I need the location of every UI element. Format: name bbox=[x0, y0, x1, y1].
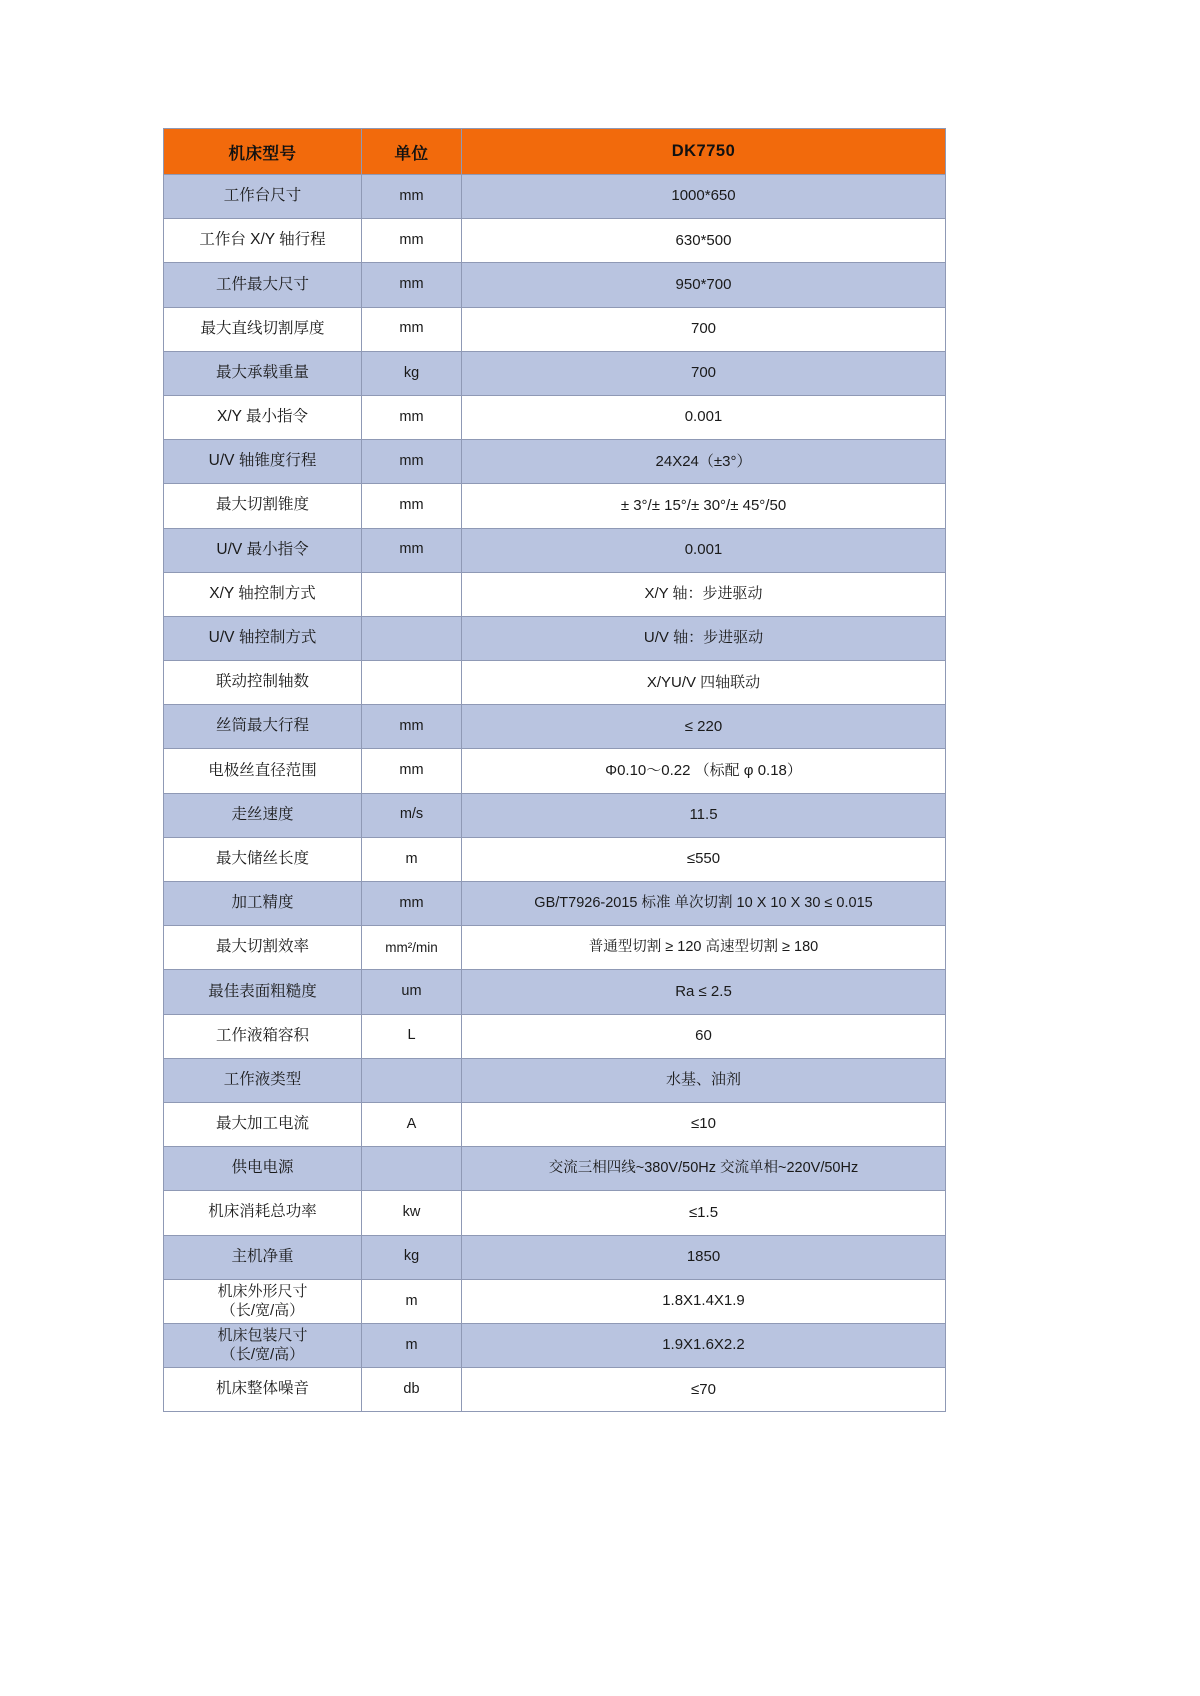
row-unit: m/s bbox=[362, 793, 462, 837]
row-label: 走丝速度 bbox=[164, 793, 362, 837]
header-cell-unit: 单位 bbox=[362, 129, 462, 175]
table-row bbox=[164, 219, 946, 263]
row-unit: mm bbox=[362, 263, 462, 307]
row-value: 24X24（±3°） bbox=[462, 440, 946, 484]
row-value: GB/T7926-2015 标准 单次切割 10 X 10 X 30 ≤ 0.015 bbox=[462, 882, 946, 926]
row-unit: um bbox=[362, 970, 462, 1014]
table-row bbox=[164, 661, 946, 705]
row-value: Ra ≤ 2.5 bbox=[462, 970, 946, 1014]
row-value: 1.8X1.4X1.9 bbox=[462, 1279, 946, 1323]
row-value: X/YU/V 四轴联动 bbox=[462, 661, 946, 705]
row-label: 电极丝直径范围 bbox=[164, 749, 362, 793]
row-value: 交流三相四线~380V/50Hz 交流单相~220V/50Hz bbox=[462, 1147, 946, 1191]
row-label: 工作液箱容积 bbox=[164, 1014, 362, 1058]
row-value: ≤10 bbox=[462, 1102, 946, 1146]
table-row bbox=[164, 1147, 946, 1191]
row-label: 机床消耗总功率 bbox=[164, 1191, 362, 1235]
row-label: 最大直线切割厚度 bbox=[164, 307, 362, 351]
row-label: U/V 最小指令 bbox=[164, 528, 362, 572]
table-row bbox=[164, 263, 946, 307]
table-row bbox=[164, 882, 946, 926]
row-label-line1: 机床外形尺寸 bbox=[217, 1283, 308, 1301]
table-row bbox=[164, 837, 946, 881]
row-label: U/V 轴控制方式 bbox=[164, 616, 362, 660]
row-value: X/Y 轴：步进驱动 bbox=[462, 572, 946, 616]
table-row bbox=[164, 175, 946, 219]
table-row bbox=[164, 793, 946, 837]
row-unit: mm²/min bbox=[362, 926, 462, 970]
row-value: ≤ 220 bbox=[462, 705, 946, 749]
table-row bbox=[164, 926, 946, 970]
header-cell-model: 机床型号 bbox=[164, 129, 362, 175]
row-value: 1.9X1.6X2.2 bbox=[462, 1323, 946, 1367]
table-row bbox=[164, 749, 946, 793]
row-value: 0.001 bbox=[462, 395, 946, 439]
row-value: U/V 轴：步进驱动 bbox=[462, 616, 946, 660]
row-unit: db bbox=[362, 1368, 462, 1412]
row-value: 630*500 bbox=[462, 219, 946, 263]
table-row bbox=[164, 616, 946, 660]
row-value: 60 bbox=[462, 1014, 946, 1058]
row-value: 1000*650 bbox=[462, 175, 946, 219]
row-value: ≤70 bbox=[462, 1368, 946, 1412]
row-unit bbox=[362, 1147, 462, 1191]
row-label bbox=[164, 1279, 362, 1323]
row-unit: mm bbox=[362, 749, 462, 793]
table-row bbox=[164, 1235, 946, 1279]
row-unit: m bbox=[362, 1323, 462, 1367]
row-label: 最大切割效率 bbox=[164, 926, 362, 970]
table-row bbox=[164, 351, 946, 395]
row-unit: kw bbox=[362, 1191, 462, 1235]
table-row bbox=[164, 705, 946, 749]
table-row bbox=[164, 1102, 946, 1146]
row-label-line1: 机床包装尺寸 bbox=[217, 1327, 308, 1345]
row-unit bbox=[362, 572, 462, 616]
row-label: 工作液类型 bbox=[164, 1058, 362, 1102]
row-label-line2: （长/宽/高） bbox=[220, 1302, 305, 1320]
row-label-line2: （长/宽/高） bbox=[220, 1346, 305, 1364]
row-label: 加工精度 bbox=[164, 882, 362, 926]
machine-spec-table bbox=[163, 128, 946, 1412]
row-label: X/Y 最小指令 bbox=[164, 395, 362, 439]
row-unit: mm bbox=[362, 528, 462, 572]
row-label: 供电电源 bbox=[164, 1147, 362, 1191]
row-unit: L bbox=[362, 1014, 462, 1058]
row-unit bbox=[362, 1058, 462, 1102]
row-label: U/V 轴锥度行程 bbox=[164, 440, 362, 484]
row-value: 1850 bbox=[462, 1235, 946, 1279]
row-value: 700 bbox=[462, 351, 946, 395]
row-label: 联动控制轴数 bbox=[164, 661, 362, 705]
table-body bbox=[164, 175, 946, 1412]
row-unit: mm bbox=[362, 882, 462, 926]
table-row bbox=[164, 970, 946, 1014]
header-cell-value: DK7750 bbox=[462, 129, 946, 175]
row-value: 普通型切割 ≥ 120 高速型切割 ≥ 180 bbox=[462, 926, 946, 970]
row-label: 最大切割锥度 bbox=[164, 484, 362, 528]
row-unit: mm bbox=[362, 440, 462, 484]
row-label: 最佳表面粗糙度 bbox=[164, 970, 362, 1014]
row-unit: mm bbox=[362, 395, 462, 439]
table-row bbox=[164, 307, 946, 351]
row-label: X/Y 轴控制方式 bbox=[164, 572, 362, 616]
row-value: 700 bbox=[462, 307, 946, 351]
table-row bbox=[164, 484, 946, 528]
spec-table-container bbox=[163, 128, 945, 1412]
row-label: 机床整体噪音 bbox=[164, 1368, 362, 1412]
row-value: 水基、油剂 bbox=[462, 1058, 946, 1102]
row-value: ≤1.5 bbox=[462, 1191, 946, 1235]
row-unit: A bbox=[362, 1102, 462, 1146]
row-value: ≤550 bbox=[462, 837, 946, 881]
row-label: 最大加工电流 bbox=[164, 1102, 362, 1146]
row-value: 11.5 bbox=[462, 793, 946, 837]
row-label: 主机净重 bbox=[164, 1235, 362, 1279]
row-label: 工件最大尺寸 bbox=[164, 263, 362, 307]
row-value: 950*700 bbox=[462, 263, 946, 307]
row-unit: m bbox=[362, 1279, 462, 1323]
table-row bbox=[164, 1191, 946, 1235]
table-header bbox=[164, 129, 946, 175]
table-row bbox=[164, 1368, 946, 1412]
row-label: 最大储丝长度 bbox=[164, 837, 362, 881]
table-row bbox=[164, 572, 946, 616]
row-unit: m bbox=[362, 837, 462, 881]
row-label: 工作台 X/Y 轴行程 bbox=[164, 219, 362, 263]
header-row bbox=[164, 129, 946, 175]
row-label: 丝筒最大行程 bbox=[164, 705, 362, 749]
table-row bbox=[164, 1279, 946, 1323]
row-value: 0.001 bbox=[462, 528, 946, 572]
row-unit bbox=[362, 616, 462, 660]
row-unit: mm bbox=[362, 484, 462, 528]
table-row bbox=[164, 528, 946, 572]
row-label bbox=[164, 1323, 362, 1367]
row-unit: kg bbox=[362, 351, 462, 395]
row-unit: kg bbox=[362, 1235, 462, 1279]
row-unit: mm bbox=[362, 705, 462, 749]
row-unit: mm bbox=[362, 175, 462, 219]
row-label: 最大承载重量 bbox=[164, 351, 362, 395]
row-value: Φ0.10～0.22 （标配 φ 0.18） bbox=[462, 749, 946, 793]
table-row bbox=[164, 440, 946, 484]
row-unit: mm bbox=[362, 307, 462, 351]
row-label: 工作台尺寸 bbox=[164, 175, 362, 219]
table-row bbox=[164, 1014, 946, 1058]
row-value: ± 3°/± 15°/± 30°/± 45°/50 bbox=[462, 484, 946, 528]
table-row bbox=[164, 395, 946, 439]
row-unit: mm bbox=[362, 219, 462, 263]
row-unit bbox=[362, 661, 462, 705]
table-row bbox=[164, 1058, 946, 1102]
table-row bbox=[164, 1323, 946, 1367]
